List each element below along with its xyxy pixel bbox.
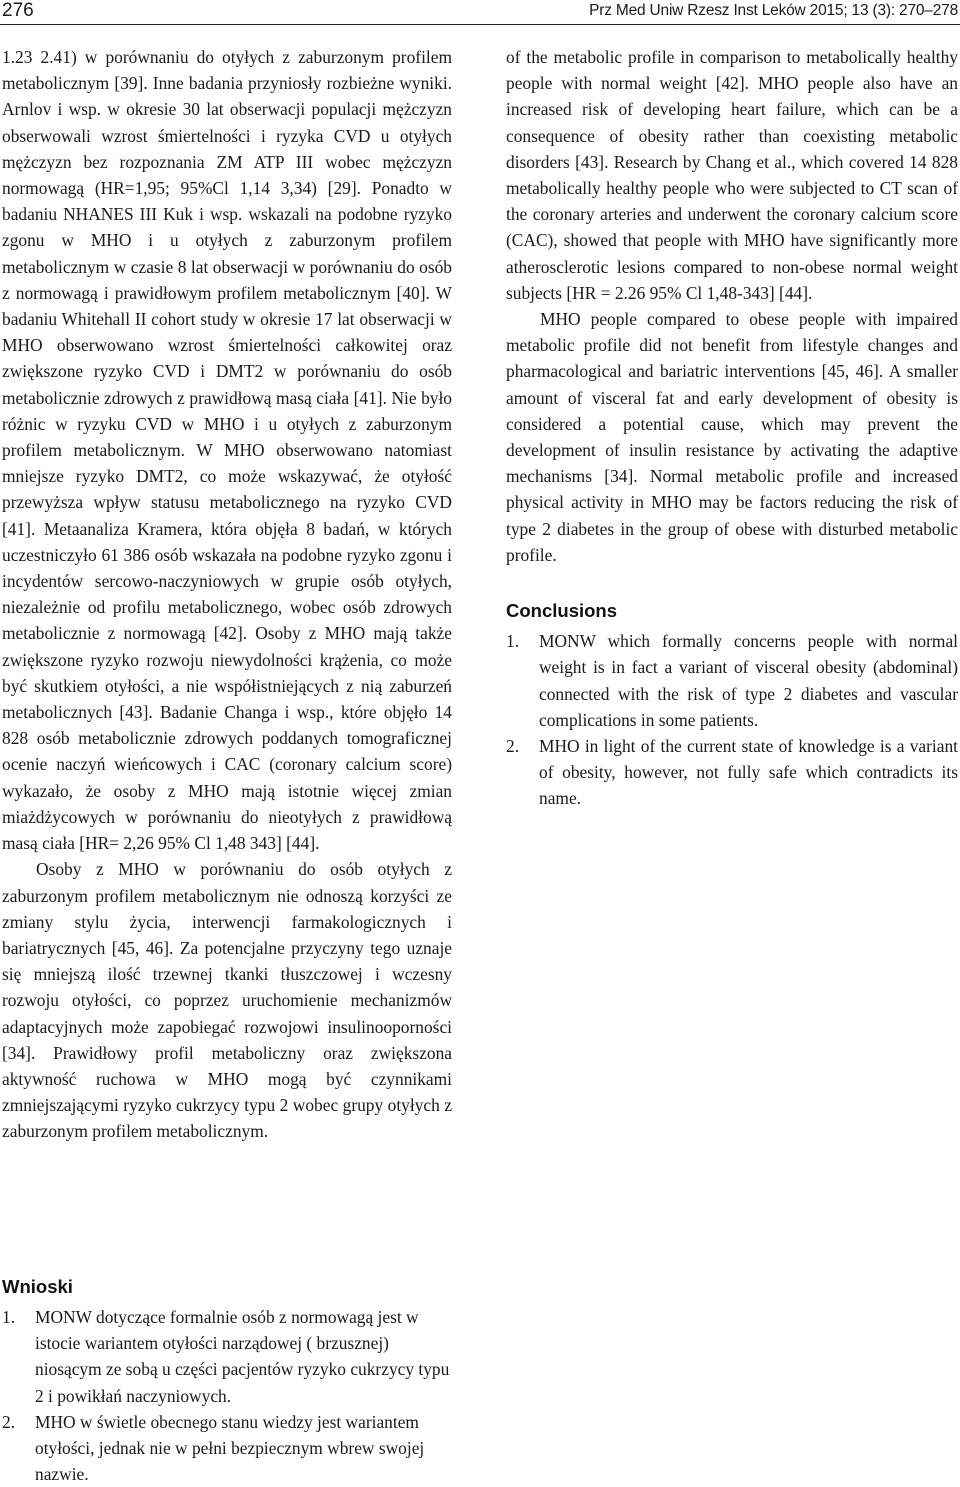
page-number: 276 — [2, 0, 34, 21]
section-heading-wnioski: Wnioski — [2, 1276, 73, 1297]
list-number: 2. — [2, 1411, 16, 1432]
list-text: MHO w świetle obecnego stanu wiedzy jest wariantem otyłości, jednak nie w pełni bezpiecznym wbrew swojej nazwie. — [35, 1411, 425, 1485]
list-text: MONW which formally concerns people with normal weight is in fact a variant of visceral obesity (abdominal) connected with the risk of type 2 diabetes and vascular complications in some patients. — [539, 631, 958, 730]
section-heading-conclusions: Conclusions — [506, 600, 618, 622]
wnioski-list — [2, 1304, 454, 1487]
conclusions-list — [506, 628, 958, 811]
paragraph: of the metabolic profile in comparison to metabolically healthy people with normal weight [42]. MHO people also have an increased risk of developing heart failure, which can be a consequence of obesity rather than coexisting metabolic disorders [43]. Research by Chang et al., which covered 14 828 metabolically healthy people who were subjected to CT scan of the coronary arteries and underwent the coronary calcium score (CAC), showed that people with MHO have significantly more atherosclerotic lesions compared to non-obese normal weight subjects [HR = 2.26 95% Cl 1,48-343] [44]. — [506, 47, 958, 303]
left-column — [2, 44, 452, 1145]
right-column — [506, 44, 958, 812]
list-item — [506, 733, 958, 812]
journal-citation: Prz Med Uniw Rzesz Inst Leków 2015; 13 (3): 270–278 — [589, 2, 958, 19]
paragraph: Osoby z MHO w porównaniu do osób otyłych z zaburzonym profilem metabolicznym nie odnoszą korzyści ze zmiany stylu życia, interwencji farmakologicznych i bariatrycznych [45, 46]. Za potencjalne przyczyny tego uznaje się mniejszą ilość trzewnej tkanki tłuszczowej i wczesny rozwoju otyłości, co poprzez uruchomienie mechanizmów adaptacyjnych może zapobiegać rozwojowi insulinooporności [34]. Prawidłowy profil metaboliczny oraz zwiększona aktywność ruchowa w MHO mogą być czynnikami zmniejszającymi ryzyko cukrzycy typu 2 wobec grupy otyłych z zaburzonym profilem metabolicznym. — [2, 859, 452, 1142]
list-number: 2. — [506, 736, 520, 757]
list-item — [2, 1304, 454, 1409]
list-number: 1. — [2, 1307, 16, 1327]
list-item — [506, 628, 958, 733]
page-header — [0, 0, 960, 25]
paragraph: 1.23 2.41) w porównaniu do otyłych z zaburzonym profilem metabolicznym [39]. Inne badania przyniosły rozbieżne wyniki. Arnlov i wsp. w okresie 30 lat obserwacji populacji mężczyzn obserwowali wzrost śmiertelności i ryzyka CVD u otyłych mężczyzn bez rozpoznania ZM ATP III wobec mężczyzn normowagą (HR=1,95; 95%Cl 1,14 3,34) [29]. Ponadto w badaniu NHANES III Kuk i wsp. wskazali na podobne ryzyko zgonu w MHO i u otyłych z zaburzonym profilem metabolicznym w czasie 8 lat obserwacji w porównaniu do osób z normowagą i prawidłowym profilem metabolicznym [40]. W badaniu Whitehall II cohort study w okresie 17 lat obserwacji w MHO obserwowano wzrost śmiertelności całkowitej oraz zwiększone ryzyko CVD i DMT2 w porównaniu do osób metabolicznie zdrowych z prawidłową masą ciała [41]. Nie było różnic w ryzyku CVD w MHO i u otyłych z zaburzonym profilem metabolicznym. W MHO obserwowano natomiast mniejsze ryzyko DMT2, co może wskazywać, że otyłość przewyższa wpływ statusu metabolicznego na ryzyko CVD [41]. Metaanaliza Kramera, która objęła 8 badań, w których uczestniczyło 61 386 osób wskazała na podobne ryzyko zgonu i incydentów sercowo-naczyniowych w grupie osób otyłych, niezależnie od profilu metabolicznego, wobec osób zdrowych metabolicznie z normowagą [42]. Osoby z MHO mają także zwiększone ryzyko rozwoju niewydolności krążenia, co może być skutkiem otyłości, a nie współistniejących z nią zaburzeń metabolicznych [43]. Badanie Changa i wsp., które objęło 14 828 osób metabolicznie zdrowych poddanych tomograficznej ocenie naczyń wieńcowych i CAC (coronary calcium score) wykazało, że osoby z MHO mają istotnie więcej zmian miażdżycowych w porównaniu do nieotyłych z prawidłową masą ciała [HR= 2,26 95% Cl 1,48 343] [44]. — [2, 47, 452, 854]
list-text: MHO in light of the current state of knowledge is a variant of obesity, however, not fully safe which contradicts its name. — [539, 736, 958, 809]
list-item — [2, 1409, 454, 1487]
list-text: MONW dotyczące formalnie osób z normowagą jest w istocie wariantem otyłości narządowej ( brzusznej) niosącym ze sobą u części pacjentów ryzyko cukrzycy typu 2 i powikłań naczyniowych. — [35, 1307, 450, 1406]
list-number: 1. — [506, 631, 520, 652]
paragraph: MHO people compared to obese people with impaired metabolic profile did not benefit from lifestyle changes and pharmacological and bariatric interventions [45, 46]. A smaller amount of visceral fat and early development of obesity is considered a potential cause, which may prevent the development of insulin resistance by activating the adaptive mechanisms [34]. Normal metabolic profile and increased physical activity in MHO may be factors reducing the risk of type 2 diabetes in the group of obese with disturbed metabolic profile. — [506, 309, 958, 565]
